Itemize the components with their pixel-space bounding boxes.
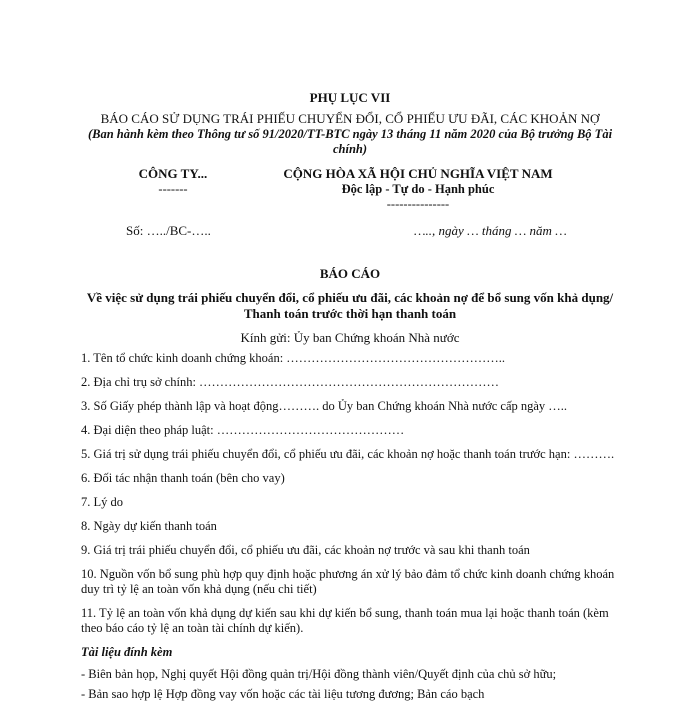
list-item: 10. Nguồn vốn bổ sung phù hợp quy định hoặc phương án xử lý bảo đảm tổ chức kinh doanh chứng khoán duy trì tỷ lệ an toàn vốn khả dụng (nếu chi tiết) [81, 567, 615, 596]
report-items [81, 351, 626, 707]
recipient-line: Kính gửi: Ủy ban Chứng khoán Nhà nước [240, 330, 460, 345]
nation-rule: --------------- [386, 197, 450, 211]
list-item: 5. Giá trị sử dụng trái phiếu chuyển đổi, cổ phiếu ưu đãi, các khoản nợ hoặc thanh toán trước hạn: ………. [81, 447, 615, 461]
company-rule: ------- [158, 182, 188, 196]
list-item: 2. Địa chỉ trụ sở chính: ……………………………………………………………… [81, 375, 500, 389]
nation-motto: Độc lập - Tự do - Hạnh phúc [341, 182, 495, 196]
report-title: BÁO CÁO [319, 266, 381, 281]
company-block [118, 166, 228, 197]
list-item: 8. Ngày dự kiến thanh toán [81, 519, 217, 533]
document-date: ….., ngày … tháng … năm … [414, 223, 567, 238]
list-item: 4. Đại diện theo pháp luật: ……………………………………… [81, 423, 405, 437]
attachment-item: - Biên bản họp, Nghị quyết Hội đồng quản trị/Hội đồng thành viên/Quyết định của chủ sở hữu; [81, 667, 557, 681]
issued-note: (Ban hành kèm theo Thông tư số 91/2020/TT-BTC ngày 13 tháng 11 năm 2020 của Bộ trưởng Bộ Tài chính) [87, 127, 613, 156]
list-item: 3. Số Giấy phép thành lập và hoạt động………. do Ủy ban Chứng khoán Nhà nước cấp ngày ….. [81, 399, 568, 413]
report-subject: Về việc sử dụng trái phiếu chuyển đổi, cổ phiếu ưu đãi, các khoản nợ để bổ sung vốn khả dụng/ Thanh toán trước thời hạn thanh toán [86, 290, 614, 321]
attachments-heading: Tài liệu đính kèm [81, 645, 173, 659]
list-item: 7. Lý do [81, 495, 124, 509]
company-name: CÔNG TY... [138, 166, 208, 181]
national-header [268, 166, 568, 212]
appendix-title: PHỤ LỤC VII [309, 90, 391, 105]
list-item: 11. Tỷ lệ an toàn vốn khả dụng dự kiến sau khi dự kiến bổ sung, thanh toán mua lại hoặc thanh toán (kèm theo báo cáo tỷ lệ an toàn tài chính dự kiến). [81, 606, 609, 635]
document-title: BÁO CÁO SỬ DỤNG TRÁI PHIẾU CHUYỂN ĐỔI, CỔ PHIẾU ƯU ĐÃI, CÁC KHOẢN NỢ [100, 111, 600, 126]
list-item: 9. Giá trị trái phiếu chuyển đổi, cổ phiếu ưu đãi, các khoản nợ trước và sau khi thanh toán [81, 543, 530, 557]
attachment-item: - Bản sao hợp lệ Hợp đồng vay vốn hoặc các tài liệu tương đương; Bản cáo bạch [81, 687, 485, 701]
list-item: 6. Đối tác nhận thanh toán (bên cho vay) [81, 471, 285, 485]
document-number: Số: …../BC-….. [126, 223, 211, 238]
list-item: 1. Tên tổ chức kinh doanh chứng khoán: …………………………………………….. [81, 351, 506, 365]
nation-name: CỘNG HÒA XÃ HỘI CHỦ NGHĨA VIỆT NAM [283, 166, 553, 181]
